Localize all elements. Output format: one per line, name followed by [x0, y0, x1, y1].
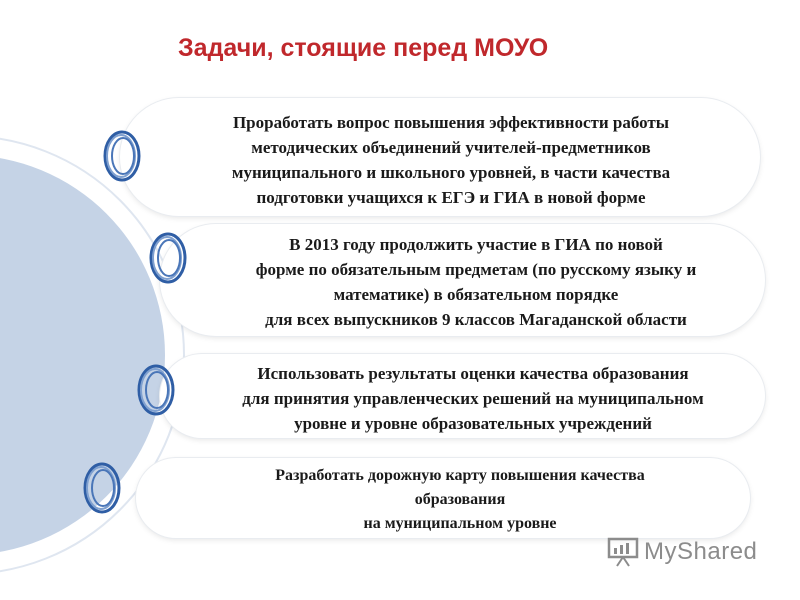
- presentation-board-icon: [606, 536, 640, 568]
- task-text-4: [180, 464, 740, 536]
- task-3-line: для принятия управленческих решений на муниципальном: [242, 389, 704, 408]
- task-2-line: математике) в обязательном порядке: [333, 285, 619, 304]
- task-2-line: В 2013 году продолжить участие в ГИА по новой: [289, 235, 663, 254]
- task-text-2: [176, 232, 776, 332]
- task-1-line: подготовки учащихся к ЕГЭ и ГИА в новой форме: [256, 188, 646, 207]
- task-1-line: муниципального и школьного уровней, в части качества: [231, 163, 671, 182]
- task-4-line: Разработать дорожную карту повышения качества: [275, 467, 645, 484]
- task-text-3: [168, 361, 778, 436]
- task-4-line: на муниципальном уровне: [363, 515, 557, 532]
- ring-bullet-icon: [80, 460, 124, 516]
- slide-title: Задачи, стоящие перед МОУО: [178, 34, 549, 62]
- myshared-logo: [606, 536, 757, 568]
- task-1-line: методических объединений учителей-предметников: [251, 138, 651, 157]
- task-2-line: для всех выпускников 9 классов Магаданской области: [265, 310, 687, 329]
- ring-bullet-icon: [100, 128, 144, 184]
- task-1-line: Проработать вопрос повышения эффективности работы: [232, 113, 670, 132]
- task-2-line: форме по обязательным предметам (по русскому языку и: [255, 260, 697, 279]
- logo-text: MyShared: [644, 538, 758, 565]
- task-3-line: Использовать результаты оценки качества образования: [257, 364, 689, 383]
- task-text-1: [146, 110, 756, 210]
- ring-bullet-icon: [146, 230, 190, 286]
- task-3-line: уровне и уровне образовательных учреждений: [294, 414, 652, 433]
- task-4-line: образования: [414, 491, 506, 508]
- ring-bullet-icon: [134, 362, 178, 418]
